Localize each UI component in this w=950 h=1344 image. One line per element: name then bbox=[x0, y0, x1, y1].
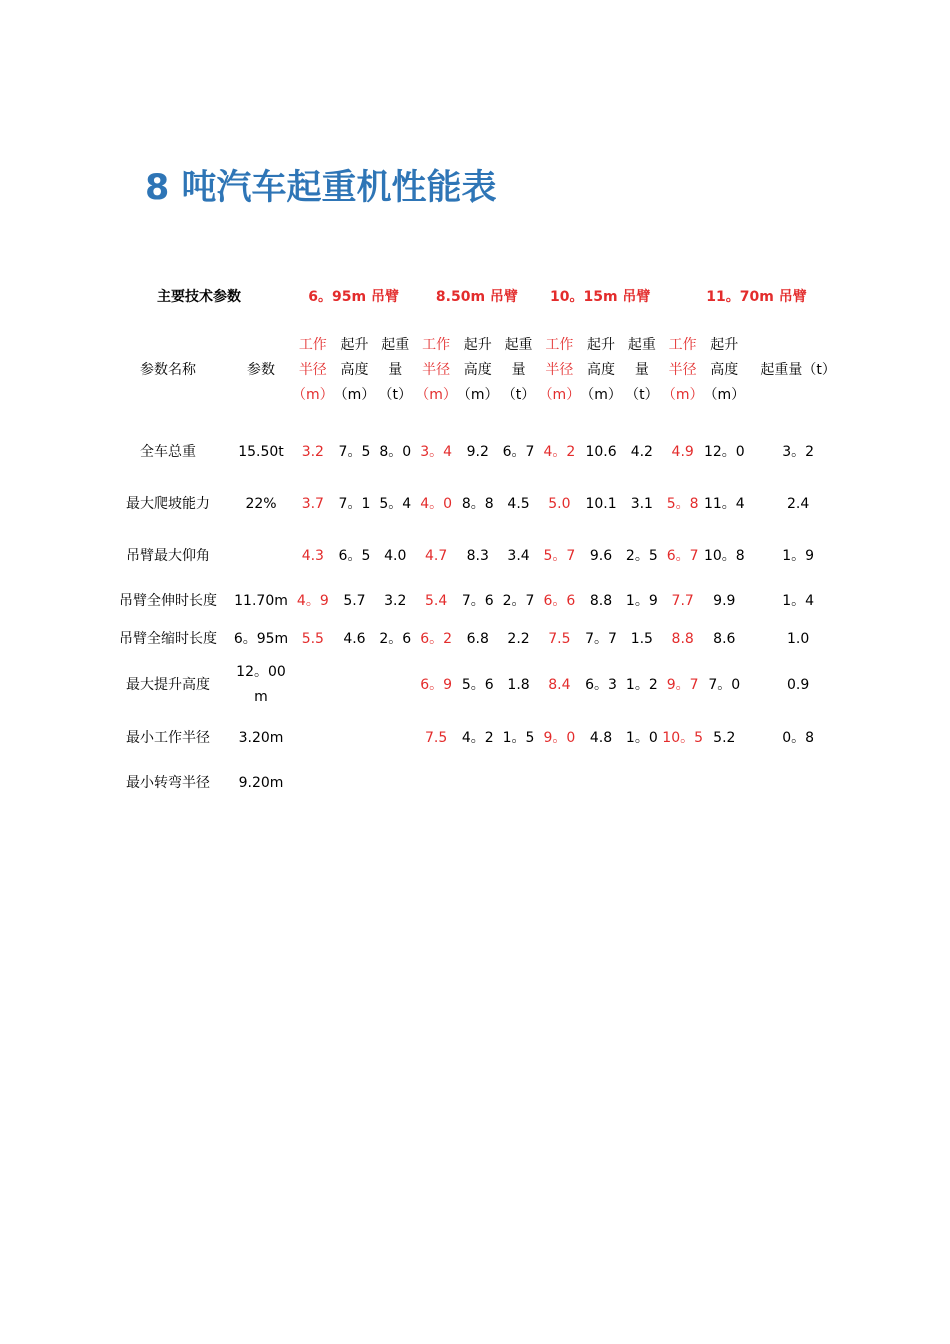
table-cell: 2。6 bbox=[379, 630, 412, 647]
table-cell: 6.8 bbox=[466, 630, 489, 647]
table-cell: 2。5 bbox=[625, 547, 658, 564]
table-cell bbox=[457, 764, 499, 802]
table-cell: 7。1 bbox=[338, 495, 371, 512]
table-cell: 8.8 bbox=[589, 592, 613, 609]
group-header-boom-1015: 10。15m 吊臂 bbox=[549, 288, 651, 305]
table-cell: 4。2 bbox=[543, 443, 576, 460]
table-row bbox=[106, 658, 851, 712]
table-cell: 8。0 bbox=[379, 443, 412, 460]
table-cell: 10.1 bbox=[585, 495, 617, 512]
param-value-cell: 11.70m bbox=[234, 592, 288, 609]
table-cell: 5。7 bbox=[543, 547, 576, 564]
table-cell: 10.6 bbox=[585, 443, 617, 460]
table-cell bbox=[580, 764, 622, 802]
table-cell: 3.4 bbox=[507, 547, 530, 564]
group-header-boom-1170: 11。70m 吊臂 bbox=[706, 288, 807, 305]
group-header-row bbox=[106, 280, 851, 314]
table-cell: 6。7 bbox=[502, 443, 535, 460]
table-cell: 5.0 bbox=[548, 495, 571, 512]
table-cell: 7。0 bbox=[708, 676, 741, 693]
table-cell: 1。9 bbox=[782, 547, 815, 564]
table-row bbox=[106, 426, 851, 478]
table-cell: 5.2 bbox=[713, 729, 736, 746]
table-cell: 6。3 bbox=[585, 676, 617, 693]
table-cell: 7.5 bbox=[548, 630, 571, 647]
table-cell: 6。9 bbox=[420, 676, 453, 693]
table-cell bbox=[703, 764, 745, 802]
sub-header-row bbox=[106, 314, 851, 426]
table-cell: 0。8 bbox=[782, 729, 815, 746]
table-cell: 1.8 bbox=[507, 676, 530, 693]
table-cell: 3。4 bbox=[420, 443, 453, 460]
page-title: 8 吨汽车起重机性能表 bbox=[145, 168, 497, 208]
table-cell: 2。7 bbox=[502, 592, 535, 609]
table-cell: 4。9 bbox=[296, 592, 329, 609]
table-cell: 3.2 bbox=[384, 592, 407, 609]
table-cell: 5。6 bbox=[461, 676, 494, 693]
param-value-cell: 3.20m bbox=[238, 729, 284, 746]
table-cell: 1。9 bbox=[625, 592, 658, 609]
table-cell bbox=[415, 764, 457, 802]
sub-header-lift-height: 起升高度（m） bbox=[456, 336, 499, 403]
sub-header-radius: 工作半径（m） bbox=[292, 336, 334, 403]
param-value-cell: 15.50t bbox=[238, 443, 284, 460]
param-name-cell: 吊臂全伸时长度 bbox=[119, 592, 217, 609]
table-cell: 10。5 bbox=[662, 729, 704, 746]
table-cell bbox=[499, 764, 539, 802]
table-cell: 10。8 bbox=[703, 547, 745, 564]
table-cell: 1。2 bbox=[625, 676, 658, 693]
table-cell: 0.9 bbox=[786, 676, 810, 693]
table-cell: 9.9 bbox=[713, 592, 736, 609]
table-cell: 4.7 bbox=[424, 547, 448, 564]
sub-header-capacity: 起重量（t） bbox=[760, 361, 836, 378]
table-cell: 6。6 bbox=[543, 592, 576, 609]
table-cell: 6。5 bbox=[338, 547, 371, 564]
table-cell bbox=[622, 764, 662, 802]
table-row bbox=[106, 582, 851, 620]
table-cell: 5。8 bbox=[666, 495, 699, 512]
sub-header-capacity: 起重量（t） bbox=[501, 336, 536, 403]
table-cell: 5.5 bbox=[301, 630, 324, 647]
table-cell: 5。4 bbox=[379, 495, 412, 512]
table-cell bbox=[334, 764, 376, 802]
table-cell: 1.0 bbox=[786, 630, 810, 647]
table-cell: 3.1 bbox=[630, 495, 653, 512]
param-name-cell: 吊臂全缩时长度 bbox=[119, 630, 217, 647]
table-cell bbox=[375, 764, 415, 802]
table-row bbox=[106, 530, 851, 582]
table-cell: 9.2 bbox=[466, 443, 489, 460]
table-cell: 5.4 bbox=[424, 592, 448, 609]
crane-performance-table bbox=[106, 280, 851, 802]
table-cell: 4。2 bbox=[461, 729, 494, 746]
param-value-cell: 12。00m bbox=[236, 664, 286, 705]
table-cell bbox=[745, 764, 851, 802]
table-cell: 7.7 bbox=[671, 592, 694, 609]
table-cell: 8.3 bbox=[466, 547, 489, 564]
table-cell bbox=[539, 764, 581, 802]
table-cell: 9。0 bbox=[543, 729, 576, 746]
param-value-cell: 22% bbox=[245, 495, 277, 512]
table-cell bbox=[334, 712, 376, 764]
group-header-boom-695: 6。95m 吊臂 bbox=[308, 288, 399, 305]
table-cell: 3.7 bbox=[301, 495, 324, 512]
sub-header-capacity: 起重量（t） bbox=[625, 336, 659, 403]
param-value-cell: 6。95m bbox=[233, 630, 289, 647]
table-cell: 4.6 bbox=[343, 630, 366, 647]
sub-header-radius: 工作半径（m） bbox=[538, 336, 581, 403]
table-cell bbox=[662, 764, 704, 802]
table-cell: 1。0 bbox=[625, 729, 658, 746]
table-cell: 7。7 bbox=[585, 630, 617, 647]
group-header-main-params: 主要技术参数 bbox=[157, 288, 241, 305]
table-cell: 8.4 bbox=[548, 676, 571, 693]
param-name-cell: 吊臂最大仰角 bbox=[126, 547, 210, 564]
table-cell: 7。5 bbox=[338, 443, 371, 460]
sub-header-param-value: 参数 bbox=[247, 361, 275, 378]
table-cell bbox=[375, 712, 415, 764]
table-cell: 8。8 bbox=[461, 495, 494, 512]
table-row bbox=[106, 478, 851, 530]
table-cell: 5.7 bbox=[343, 592, 366, 609]
table-cell: 7。6 bbox=[461, 592, 494, 609]
table-cell: 11。4 bbox=[703, 495, 745, 512]
table-cell: 4.2 bbox=[630, 443, 653, 460]
table-cell: 1.5 bbox=[630, 630, 653, 647]
table-cell: 4.0 bbox=[384, 547, 407, 564]
table-cell: 1。5 bbox=[502, 729, 535, 746]
table-cell: 3.2 bbox=[301, 443, 324, 460]
table-body bbox=[106, 426, 851, 802]
table-cell bbox=[292, 658, 334, 712]
table-cell bbox=[334, 658, 376, 712]
table-cell bbox=[292, 712, 334, 764]
table-cell: 3。2 bbox=[782, 443, 815, 460]
table-cell: 2.2 bbox=[507, 630, 530, 647]
sub-header-lift-height: 起升高度（m） bbox=[703, 336, 746, 403]
param-name-cell: 全车总重 bbox=[140, 443, 196, 460]
table-cell: 12。0 bbox=[703, 443, 745, 460]
table-cell: 4.9 bbox=[671, 443, 694, 460]
table-cell: 4.8 bbox=[589, 729, 613, 746]
table-row bbox=[106, 620, 851, 658]
table-cell: 4.3 bbox=[301, 547, 324, 564]
sub-header-lift-height: 起升高度（m） bbox=[333, 336, 376, 403]
sub-header-radius: 工作半径（m） bbox=[661, 336, 704, 403]
table-cell bbox=[292, 764, 334, 802]
table-cell: 1。4 bbox=[782, 592, 815, 609]
sub-header-radius: 工作半径（m） bbox=[415, 336, 457, 403]
table-cell: 6。7 bbox=[666, 547, 699, 564]
table-cell: 6。2 bbox=[420, 630, 453, 647]
param-name-cell: 最小转弯半径 bbox=[126, 774, 210, 791]
table-row bbox=[106, 764, 851, 802]
table-cell: 9.6 bbox=[589, 547, 613, 564]
table-cell: 9。7 bbox=[666, 676, 699, 693]
param-name-cell: 最大提升高度 bbox=[126, 676, 210, 693]
param-value-cell: 9.20m bbox=[238, 774, 284, 791]
table-cell: 4。0 bbox=[420, 495, 453, 512]
table-cell: 2.4 bbox=[786, 495, 810, 512]
param-value-cell bbox=[230, 530, 292, 582]
sub-header-param-name: 参数名称 bbox=[140, 361, 196, 378]
table-cell: 8.6 bbox=[713, 630, 736, 647]
table-row bbox=[106, 712, 851, 764]
table-cell: 4.5 bbox=[507, 495, 530, 512]
table-cell: 8.8 bbox=[671, 630, 694, 647]
sub-header-lift-height: 起升高度（m） bbox=[580, 336, 622, 403]
sub-header-capacity: 起重量（t） bbox=[378, 336, 413, 403]
table-cell: 7.5 bbox=[424, 729, 448, 746]
table-cell bbox=[375, 658, 415, 712]
param-name-cell: 最小工作半径 bbox=[126, 729, 210, 746]
param-name-cell: 最大爬坡能力 bbox=[126, 495, 210, 512]
group-header-boom-850: 8.50m 吊臂 bbox=[435, 288, 518, 305]
